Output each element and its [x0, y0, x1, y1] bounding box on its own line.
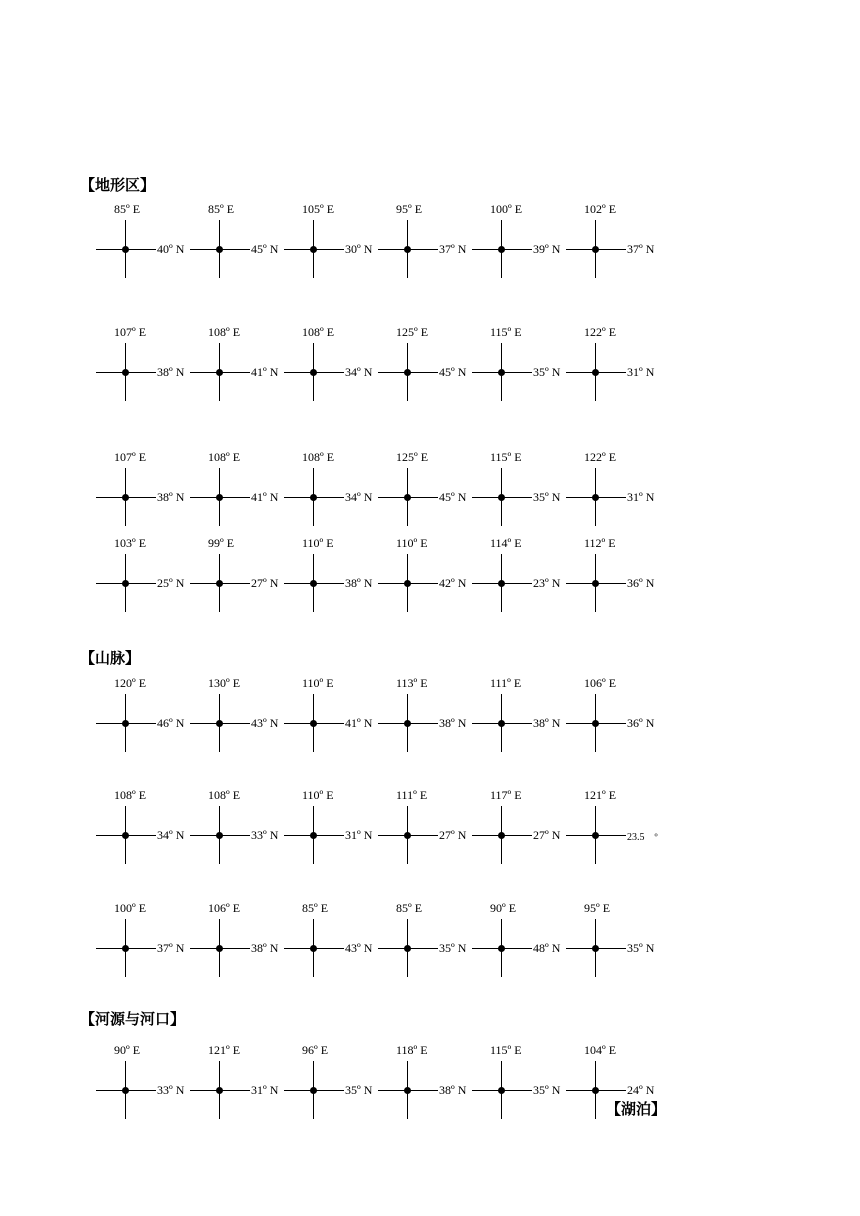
coordinate-cross	[378, 676, 468, 752]
latitude-label: 23.5 º	[626, 828, 660, 843]
latitude-label: 34º N	[345, 490, 373, 504]
intersection-dot	[592, 720, 599, 727]
latitude-label: 38º N	[157, 490, 185, 504]
intersection-dot	[310, 494, 317, 501]
intersection-dot	[310, 369, 317, 376]
coordinate-cross	[190, 450, 280, 526]
intersection-dot	[498, 720, 505, 727]
latitude-label: 40º N	[157, 242, 185, 256]
intersection-dot	[310, 832, 317, 839]
coordinate-cross	[284, 325, 374, 401]
latitude-label: 24º N	[627, 1083, 655, 1097]
latitude-label: 38º N	[345, 576, 373, 590]
intersection-dot	[122, 494, 129, 501]
intersection-dot	[216, 580, 223, 587]
intersection-dot	[310, 246, 317, 253]
coordinate-cross	[378, 536, 468, 612]
coordinate-cross	[96, 788, 186, 864]
latitude-label: 35º N	[533, 365, 561, 379]
intersection-dot	[404, 832, 411, 839]
coordinate-cross	[566, 676, 656, 752]
coordinate-cross	[190, 325, 280, 401]
latitude-label: 46º N	[157, 716, 185, 730]
coordinate-cross	[284, 450, 374, 526]
longitude-label: 122º E	[584, 325, 617, 339]
intersection-dot	[216, 1087, 223, 1094]
intersection-dot	[592, 580, 599, 587]
latitude-label: 45º N	[251, 242, 279, 256]
longitude-label: 103º E	[114, 536, 147, 550]
latitude-label: 31º N	[345, 828, 373, 842]
latitude-label: 41º N	[345, 716, 373, 730]
longitude-label: 110º E	[302, 676, 334, 690]
longitude-label: 115º E	[490, 450, 522, 464]
latitude-label: 31º N	[627, 490, 655, 504]
intersection-dot	[404, 369, 411, 376]
longitude-label: 112º E	[584, 536, 616, 550]
coordinate-cross	[190, 676, 280, 752]
coordinate-cross	[378, 901, 468, 977]
latitude-label: 31º N	[251, 1083, 279, 1097]
coordinate-cross	[284, 901, 374, 977]
latitude-label: 36º N	[627, 576, 655, 590]
coordinate-cross	[566, 202, 656, 278]
intersection-dot	[310, 945, 317, 952]
latitude-label: 27º N	[533, 828, 561, 842]
intersection-dot	[310, 580, 317, 587]
coordinate-cross	[190, 536, 280, 612]
intersection-dot	[592, 945, 599, 952]
coordinate-cross	[284, 676, 374, 752]
coordinate-cross	[190, 788, 280, 864]
longitude-label: 96º E	[302, 1043, 329, 1057]
longitude-label: 110º E	[302, 788, 334, 802]
latitude-label: 39º N	[533, 242, 561, 256]
longitude-label: 108º E	[114, 788, 147, 802]
intersection-dot	[404, 720, 411, 727]
coordinate-cross	[378, 325, 468, 401]
coordinate-cross	[96, 676, 186, 752]
intersection-dot	[498, 246, 505, 253]
latitude-label: 37º N	[439, 242, 467, 256]
latitude-label: 37º N	[157, 941, 185, 955]
intersection-dot	[122, 369, 129, 376]
coordinate-cross	[96, 325, 186, 401]
coordinate-cross	[472, 676, 562, 752]
coordinate-cross	[190, 901, 280, 977]
intersection-dot	[498, 494, 505, 501]
latitude-label: 48º N	[533, 941, 561, 955]
intersection-dot	[404, 580, 411, 587]
longitude-label: 110º E	[302, 536, 334, 550]
latitude-label: 38º N	[533, 716, 561, 730]
longitude-label: 108º E	[208, 450, 241, 464]
intersection-dot	[122, 832, 129, 839]
latitude-label: 27º N	[251, 576, 279, 590]
intersection-dot	[498, 1087, 505, 1094]
latitude-label: 35º N	[533, 1083, 561, 1097]
latitude-label: 37º N	[627, 242, 655, 256]
intersection-dot	[122, 720, 129, 727]
latitude-label: 30º N	[345, 242, 373, 256]
longitude-label: 111º E	[396, 788, 428, 802]
intersection-dot	[404, 494, 411, 501]
intersection-dot	[404, 1087, 411, 1094]
longitude-label: 85º E	[114, 202, 141, 216]
intersection-dot	[216, 720, 223, 727]
coordinate-cross	[566, 536, 656, 612]
latitude-label: 25º N	[157, 576, 185, 590]
latitude-label: 43º N	[345, 941, 373, 955]
coordinate-cross	[472, 202, 562, 278]
latitude-label: 42º N	[439, 576, 467, 590]
intersection-dot	[404, 246, 411, 253]
intersection-dot	[310, 720, 317, 727]
coordinate-cross	[190, 1043, 280, 1119]
intersection-dot	[122, 580, 129, 587]
coordinate-cross	[378, 202, 468, 278]
coordinate-cross	[472, 536, 562, 612]
longitude-label: 107º E	[114, 450, 147, 464]
section-title: 【地形区】	[80, 178, 156, 194]
latitude-label: 43º N	[251, 716, 279, 730]
latitude-label: 23º N	[533, 576, 561, 590]
latitude-label: 41º N	[251, 365, 279, 379]
intersection-dot	[122, 1087, 129, 1094]
longitude-label: 108º E	[208, 788, 241, 802]
longitude-label: 90º E	[114, 1043, 141, 1057]
intersection-dot	[310, 1087, 317, 1094]
intersection-dot	[592, 832, 599, 839]
longitude-label: 99º E	[208, 536, 235, 550]
coordinate-cross	[472, 1043, 562, 1119]
coordinate-cross	[378, 1043, 468, 1119]
longitude-label: 107º E	[114, 325, 147, 339]
coordinate-cross	[96, 450, 186, 526]
longitude-label: 111º E	[490, 676, 522, 690]
intersection-dot	[592, 246, 599, 253]
latitude-label: 35º N	[627, 941, 655, 955]
latitude-label: 36º N	[627, 716, 655, 730]
latitude-label: 31º N	[627, 365, 655, 379]
longitude-label: 122º E	[584, 450, 617, 464]
coordinate-cross	[378, 788, 468, 864]
intersection-dot	[498, 369, 505, 376]
intersection-dot	[216, 246, 223, 253]
latitude-label: 34º N	[345, 365, 373, 379]
intersection-dot	[404, 945, 411, 952]
coordinate-cross	[96, 1043, 186, 1119]
coordinate-cross	[190, 202, 280, 278]
intersection-dot	[122, 246, 129, 253]
coordinate-cross	[96, 536, 186, 612]
longitude-label: 106º E	[584, 676, 617, 690]
longitude-label: 117º E	[490, 788, 522, 802]
coordinate-cross	[472, 788, 562, 864]
longitude-label: 110º E	[396, 536, 428, 550]
latitude-label: 41º N	[251, 490, 279, 504]
latitude-label: 27º N	[439, 828, 467, 842]
longitude-label: 85º E	[302, 901, 329, 915]
longitude-label: 85º E	[208, 202, 235, 216]
coordinate-cross	[566, 325, 656, 401]
intersection-dot	[216, 369, 223, 376]
coordinate-cross	[566, 450, 656, 526]
coordinate-cross	[96, 901, 186, 977]
longitude-label: 125º E	[396, 450, 429, 464]
longitude-label: 102º E	[584, 202, 617, 216]
intersection-dot	[216, 945, 223, 952]
latitude-label: 38º N	[251, 941, 279, 955]
longitude-label: 108º E	[208, 325, 241, 339]
latitude-label: 35º N	[439, 941, 467, 955]
intersection-dot	[498, 945, 505, 952]
coordinate-cross	[566, 901, 656, 977]
intersection-dot	[498, 580, 505, 587]
longitude-label: 105º E	[302, 202, 335, 216]
longitude-label: 106º E	[208, 901, 241, 915]
intersection-dot	[216, 832, 223, 839]
intersection-dot	[592, 1087, 599, 1094]
coordinate-cross	[566, 788, 656, 864]
longitude-label: 115º E	[490, 325, 522, 339]
longitude-label: 130º E	[208, 676, 241, 690]
latitude-label: 38º N	[157, 365, 185, 379]
longitude-label: 85º E	[396, 901, 423, 915]
latitude-label: 45º N	[439, 490, 467, 504]
longitude-label: 100º E	[114, 901, 147, 915]
longitude-label: 108º E	[302, 450, 335, 464]
latitude-label: 34º N	[157, 828, 185, 842]
longitude-label: 121º E	[208, 1043, 241, 1057]
latitude-label: 33º N	[251, 828, 279, 842]
latitude-label: 35º N	[533, 490, 561, 504]
intersection-dot	[122, 945, 129, 952]
longitude-label: 118º E	[396, 1043, 428, 1057]
longitude-label: 95º E	[396, 202, 423, 216]
intersection-dot	[592, 494, 599, 501]
longitude-label: 125º E	[396, 325, 429, 339]
intersection-dot	[592, 369, 599, 376]
coordinate-cross	[472, 450, 562, 526]
latitude-label: 38º N	[439, 716, 467, 730]
section-title: 【河源与河口】	[80, 1012, 186, 1028]
coordinate-cross	[284, 788, 374, 864]
section-title-lakes: 【湖泊】	[606, 1102, 667, 1118]
longitude-label: 100º E	[490, 202, 523, 216]
intersection-dot	[498, 832, 505, 839]
coordinate-cross	[472, 325, 562, 401]
longitude-label: 113º E	[396, 676, 428, 690]
longitude-label: 95º E	[584, 901, 611, 915]
longitude-label: 120º E	[114, 676, 147, 690]
longitude-label: 90º E	[490, 901, 517, 915]
longitude-label: 108º E	[302, 325, 335, 339]
coordinate-cross	[472, 901, 562, 977]
coordinate-cross	[378, 450, 468, 526]
coordinate-cross	[96, 202, 186, 278]
coordinate-cross	[284, 1043, 374, 1119]
latitude-label: 35º N	[345, 1083, 373, 1097]
intersection-dot	[216, 494, 223, 501]
latitude-label: 45º N	[439, 365, 467, 379]
longitude-label: 104º E	[584, 1043, 617, 1057]
latitude-label: 33º N	[157, 1083, 185, 1097]
section-title: 【山脉】	[80, 651, 141, 667]
coordinate-cross	[284, 202, 374, 278]
longitude-label: 121º E	[584, 788, 617, 802]
coordinate-cross	[284, 536, 374, 612]
latitude-label: 38º N	[439, 1083, 467, 1097]
longitude-label: 115º E	[490, 1043, 522, 1057]
longitude-label: 114º E	[490, 536, 522, 550]
